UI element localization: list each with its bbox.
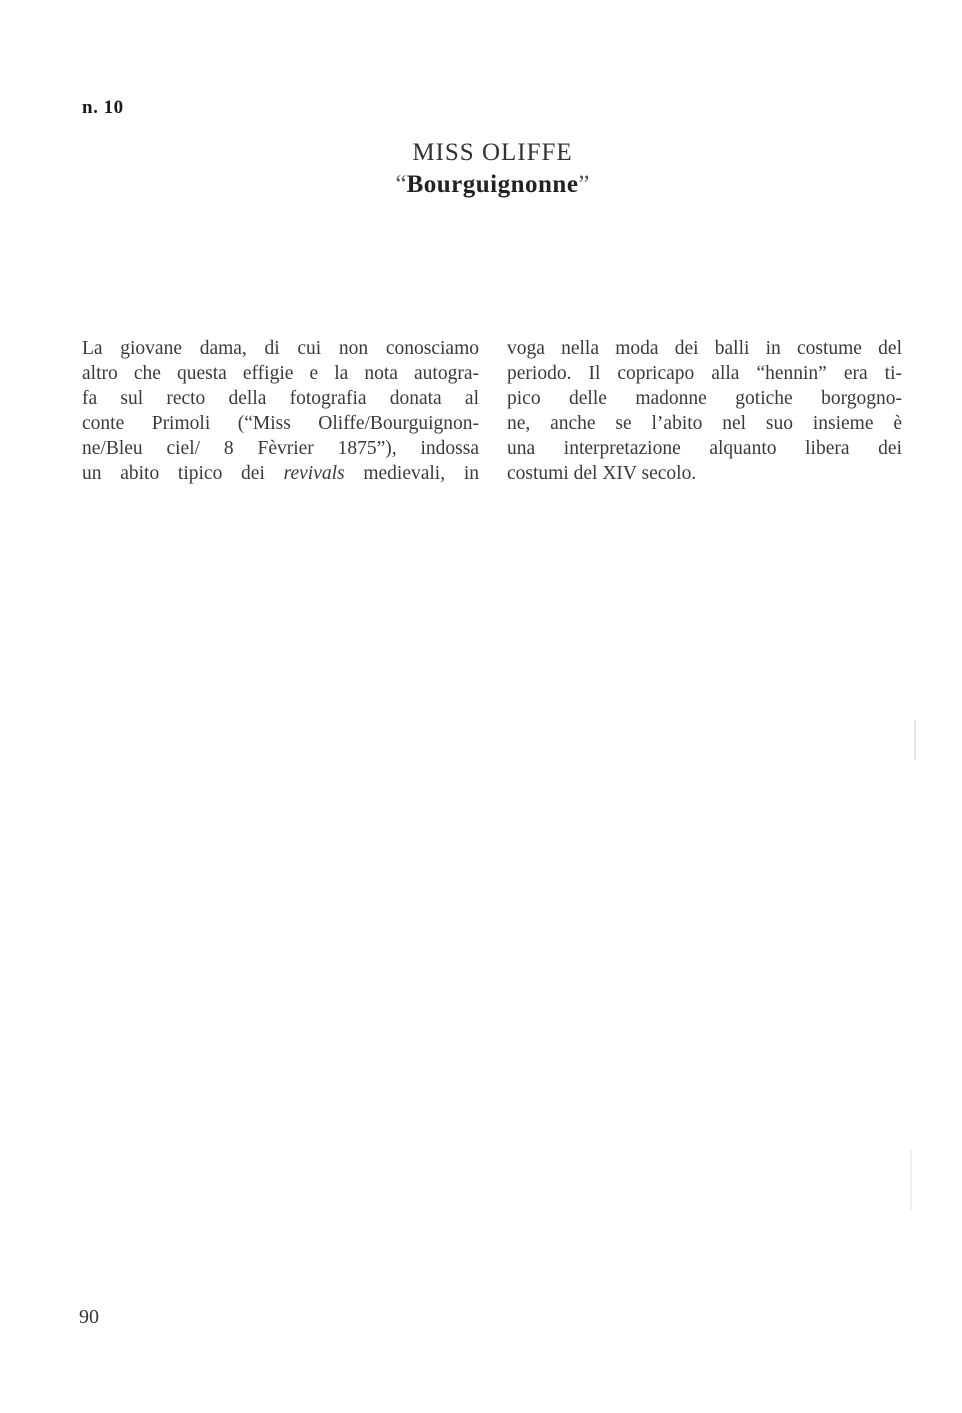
page-number: 90 bbox=[79, 1306, 99, 1328]
right-column-line: costumi del XIV secolo. bbox=[507, 463, 697, 484]
right-column-line: una interpretazione alquanto libera dei bbox=[507, 438, 902, 459]
right-column-line: ne, anche se l’abito nel suo insieme è bbox=[507, 413, 902, 434]
left-column-line: altro che questa effigie e la nota autogra- bbox=[82, 363, 479, 384]
italic-term: revivals bbox=[283, 463, 345, 484]
item-number: n. 10 bbox=[82, 97, 124, 118]
subtitle-open-quote: “ bbox=[395, 171, 407, 198]
left-column-line bbox=[82, 462, 479, 486]
scan-edge-mark bbox=[910, 1150, 912, 1210]
left-column-segment: medievali, in bbox=[363, 463, 479, 484]
left-column-line: conte Primoli (“Miss Oliffe/Bourguignon- bbox=[82, 413, 479, 434]
left-column-line: fa sul recto della fotografia donata al bbox=[82, 388, 479, 409]
left-column-line: ne/Bleu ciel/ 8 Fèvrier 1875”), indossa bbox=[82, 438, 479, 459]
left-column-line: La giovane dama, di cui non conosciamo bbox=[82, 338, 479, 359]
left-column-segment: un abito tipico dei bbox=[82, 463, 265, 484]
subtitle-text: Bourguignonne bbox=[406, 171, 579, 198]
right-column-line: periodo. Il copricapo alla “hennin” era ti- bbox=[507, 363, 902, 384]
right-column-line: pico delle madonne gotiche borgogno- bbox=[507, 388, 902, 409]
subtitle bbox=[0, 168, 962, 202]
right-column-line: voga nella moda dei balli in costume del bbox=[507, 338, 902, 359]
scan-edge-mark bbox=[914, 720, 916, 760]
title-block bbox=[0, 138, 962, 202]
title-name: MISS OLIFFE bbox=[412, 139, 573, 166]
subtitle-close-quote: ” bbox=[578, 171, 590, 198]
